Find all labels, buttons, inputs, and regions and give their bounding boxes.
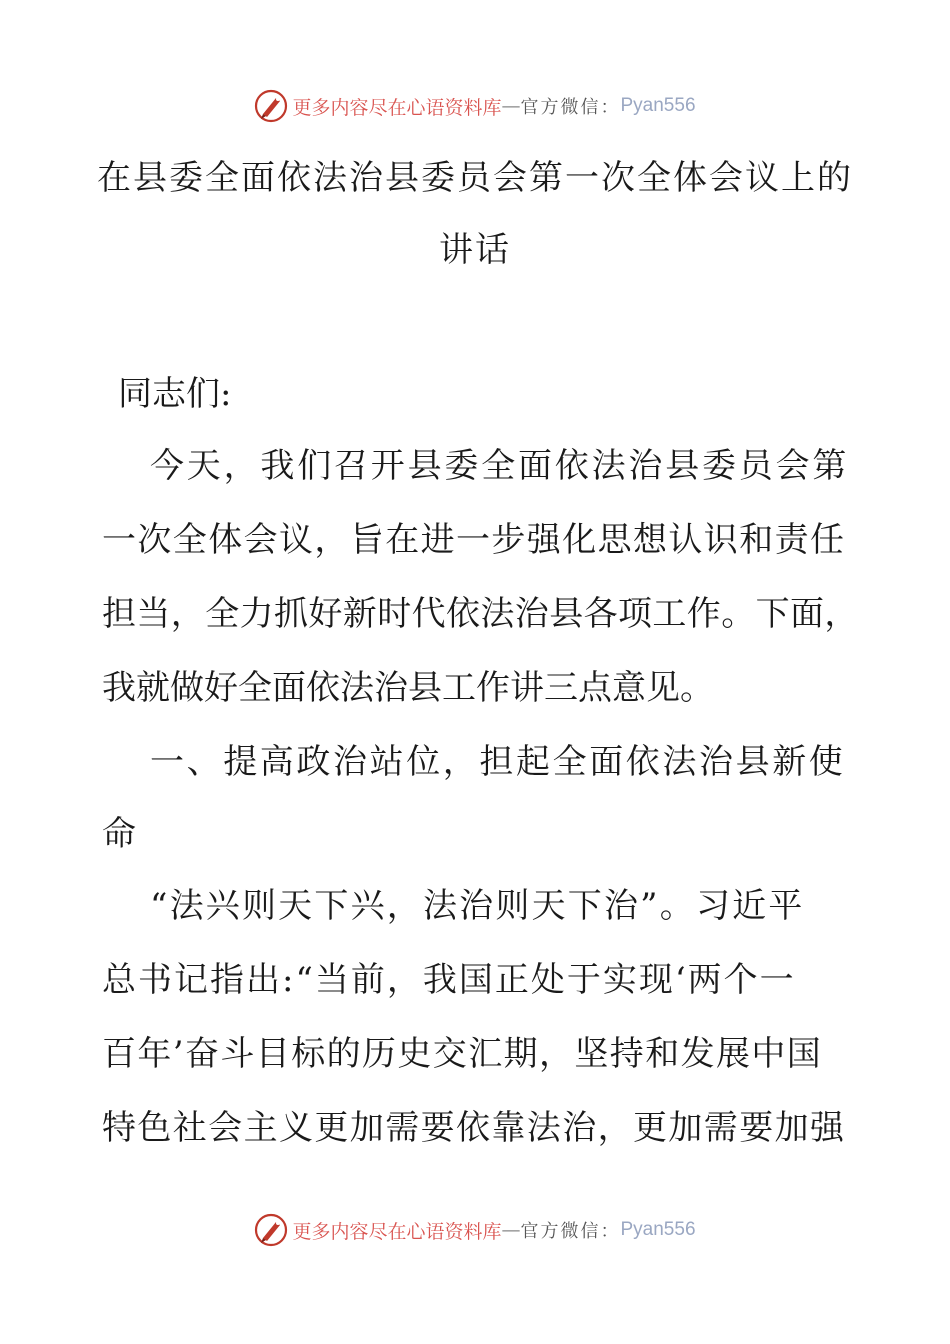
paragraph-line: 今天，我们召开县委全面依法治县委员会第 bbox=[150, 446, 850, 486]
paragraph-line: 我就做好全面依法治县工作讲三点意见。 bbox=[102, 668, 714, 708]
paragraph-line: 一次全体会议，旨在进一步强化思想认识和责任 bbox=[102, 520, 846, 560]
watermark-wechat-label: 官方微信： bbox=[520, 97, 621, 118]
watermark-wechat-id: Pyan556 bbox=[620, 1219, 696, 1240]
watermark-wechat-id: Pyan556 bbox=[620, 95, 696, 116]
watermark-wechat-label: 官方微信： bbox=[520, 1221, 621, 1242]
paragraph-line: 总书记指出:“当前，我国正处于实现‘两个一 bbox=[102, 960, 796, 1000]
watermark-brand: 更多内容尽在心语资料库 bbox=[292, 96, 502, 119]
paragraph-line: 特色社会主义更加需要依靠法治，更加需要加强 bbox=[102, 1108, 846, 1148]
pen-logo-icon bbox=[254, 1213, 288, 1247]
watermark-separator: — bbox=[501, 95, 521, 117]
section-heading-line: 一、提高政治站位，担起全面依法治县新使 bbox=[150, 742, 846, 782]
paragraph-line: “法兴则天下兴，法治则天下治”。习近平 bbox=[150, 886, 805, 926]
section-heading-line: 命 bbox=[102, 814, 136, 854]
header-watermark bbox=[0, 86, 950, 126]
footer-watermark bbox=[0, 1210, 950, 1250]
salutation: 同志们: bbox=[118, 374, 232, 414]
watermark-separator: — bbox=[501, 1219, 521, 1241]
paragraph-line: 百年’奋斗目标的历史交汇期，坚持和发展中国 bbox=[102, 1034, 823, 1074]
document-title-line-1: 在县委全面依法治县委员会第一次全体会议上的 bbox=[97, 158, 853, 198]
pen-logo-icon bbox=[254, 89, 288, 123]
watermark-brand: 更多内容尽在心语资料库 bbox=[292, 1220, 502, 1243]
document-title-line-2: 讲话 bbox=[439, 230, 511, 270]
paragraph-line: 担当，全力抓好新时代依法治县各项工作。下面， bbox=[102, 594, 859, 634]
